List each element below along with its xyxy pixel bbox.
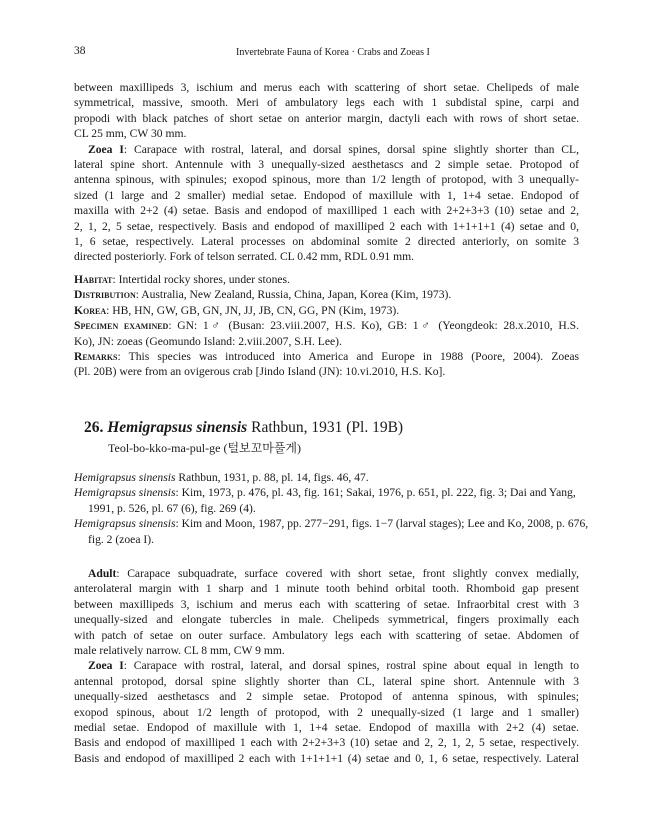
text-line: propodi with black patches of short setae on anterior margin, dactyli each with rows of short setae.	[74, 111, 579, 125]
text-line: directed posteriorly. Fork of telson serrated. CL 0.42 mm, RDL 0.91 mm.	[74, 250, 415, 264]
distribution-line: Distribution: Australia, New Zealand, Russia, China, Japan, Korea (Kim, 1973).	[74, 288, 452, 302]
adult-description	[74, 566, 579, 658]
text-line: sized (1 large and 2 smaller) medial setae. Endopod of maxillule with 1, 1+4 setae. Endopod of	[74, 188, 579, 202]
habitat-line: Habitat: Intertidal rocky shores, under stones.	[74, 273, 290, 286]
text-line: 2, 1, 2, 5 setae, respectively. Basis and endopod of maxilliped 2 each with 1+1+1+1 (4) setae and 0,	[74, 219, 579, 233]
zoea-label: Zoea I	[88, 659, 124, 673]
text-line: Ko), JN: zoeas (Geomundo Island: 2.viii.2007, S.H. Lee).	[74, 334, 342, 348]
info-block	[74, 272, 579, 380]
running-title: Invertebrate Fauna of Korea · Crabs and Zoeas I	[236, 47, 430, 58]
zoea-description-1	[74, 142, 579, 265]
text-line: male relatively narrow. CL 8 mm, CW 9 mm.	[74, 644, 285, 658]
species-authority: Rathbun, 1931 (Pl. 19B)	[247, 419, 404, 436]
text-line: Basis and endopod of maxilliped 2 each with 1+1+1+1 (4) setae and 0, 1, 6 setae, respectively. Lateral	[74, 751, 579, 765]
reference-entry: Hemigrapsus sinensis: Kim, 1973, p. 476, pl. 43, fig. 161; Sakai, 1976, p. 651, pl. 222, fig. 3; Dai and Yang, 1991, p. 526, pl. 67 (6), fig. 269 (4).	[74, 486, 576, 515]
text-line: medial setae. Endopod of maxillule with 1, 1+4 setae. Endopod of maxilla with 2+2 (4) setae.	[74, 721, 579, 735]
text-line: maxilla with 2+2 (4) setae. Basis and endopod of maxilliped 1 each with 2+2+3+3 (10) setae and 2,	[74, 204, 579, 218]
text-line: lateral spine short. Antennule with 3 unequally-sized aesthetascs and 2 simple setae. Protopod of	[74, 158, 579, 171]
reference-entry: Hemigrapsus sinensis Rathbun, 1931, p. 88, pl. 14, figs. 46, 47.	[74, 471, 369, 484]
text-line: exopod spinous, about 1/2 length of protopod, with 2 unequally-sized (1 large and 1 smaller)	[74, 705, 579, 719]
text-line: anterolateral margin with 1 sharp and 1 minute tooth behind orbital tooth. Rhomboid gap present	[74, 582, 579, 596]
text-line: Zoea I: Carapace with rostral, lateral, and dorsal spines, rostral spine about equal in length to	[88, 659, 579, 673]
specimen-line: Specimen examined: GN: 1♂ (Busan: 23.viii.2007, H.S. Ko), GB: 1♂ (Yeongdeok: 28.x.2010, H.S.	[74, 319, 579, 333]
paragraph-continuation	[74, 80, 579, 142]
species-name: Hemigrapsus sinensis	[107, 419, 248, 436]
text-line: Zoea I: Carapace with rostral, lateral, and dorsal spines, dorsal spine slightly shorter than CL,	[88, 142, 579, 156]
reference-entry: Hemigrapsus sinensis: Kim and Moon, 1987, pp. 277−291, figs. 1−7 (larval stages); Lee and Ko, 2008, p. 676, fig. 2 (zoea I).	[74, 517, 589, 546]
text-line: (Pl. 20B) were from an ovigerous crab [Jindo Island (JN): 10.vi.2010, H.S. Ko].	[74, 365, 446, 379]
korea-line: Korea: HB, HN, GW, GB, GN, JN, JJ, JB, CN, GG, PN (Kim, 1973).	[74, 303, 400, 317]
text-line: unequally-sized aesthetascs and 2 simple setae. Protopod of antenna spinous, with spinules;	[74, 690, 579, 704]
page-number: 38	[74, 45, 86, 57]
text-line: 1, 6 setae, respectively. Lateral processes on abdominal somite 2 directed anteriorly, on somite 3	[74, 235, 579, 249]
text-line: antennal protopod, dorsal spine slightly shorter than CL, lateral spine short. Antennule with 3	[74, 674, 579, 688]
korean-name: Teol-bo-kko-ma-pul-ge (털보꼬마풀게)	[108, 441, 301, 455]
text-line: between maxillipeds 3, ischium and merus each with scattering of short setae. Chelipeds of male	[74, 81, 579, 94]
text-line: with patch of setae on outer surface. Ambulatory legs each with scattering of setae. Abdomen of	[74, 628, 579, 642]
remarks-line: Remarks: This species was introduced into America and Europe in 1988 (Poore, 2004). Zoeas	[74, 350, 579, 364]
text-line: Basis and endopod of maxilliped 1 each with 2+2+3+3 (10) setae and 2, 2, 1, 2, 5 setae, respectively.	[74, 736, 579, 750]
text-line: antenna spinous, with spinules; exopod spinous, more than 1/2 length of protopod, with 3 unequally-	[74, 173, 579, 187]
zoea-label: Zoea I	[88, 142, 124, 156]
species-heading: 26. Hemigrapsus sinensis Rathbun, 1931 (Pl. 19B)	[84, 419, 404, 436]
text-line: unequally-sized and elongate tubercles in male. Chelipeds symmetrical, fingers proximally each	[74, 613, 579, 627]
zoea-description-2	[74, 658, 579, 766]
text-line: between maxillipeds 3, ischium and merus each with scattering of setae. Infraorbital crest with 3	[74, 597, 579, 611]
text-line: symmetrical, massive, smooth. Meri of ambulatory legs each with 1 subdistal spine, carpi and	[74, 96, 579, 110]
text-line: Adult: Carapace subquadrate, surface covered with short setae, front slightly convex medially,	[88, 567, 579, 580]
adult-label: Adult	[88, 567, 117, 580]
text-line: CL 25 mm, CW 30 mm.	[74, 127, 187, 141]
